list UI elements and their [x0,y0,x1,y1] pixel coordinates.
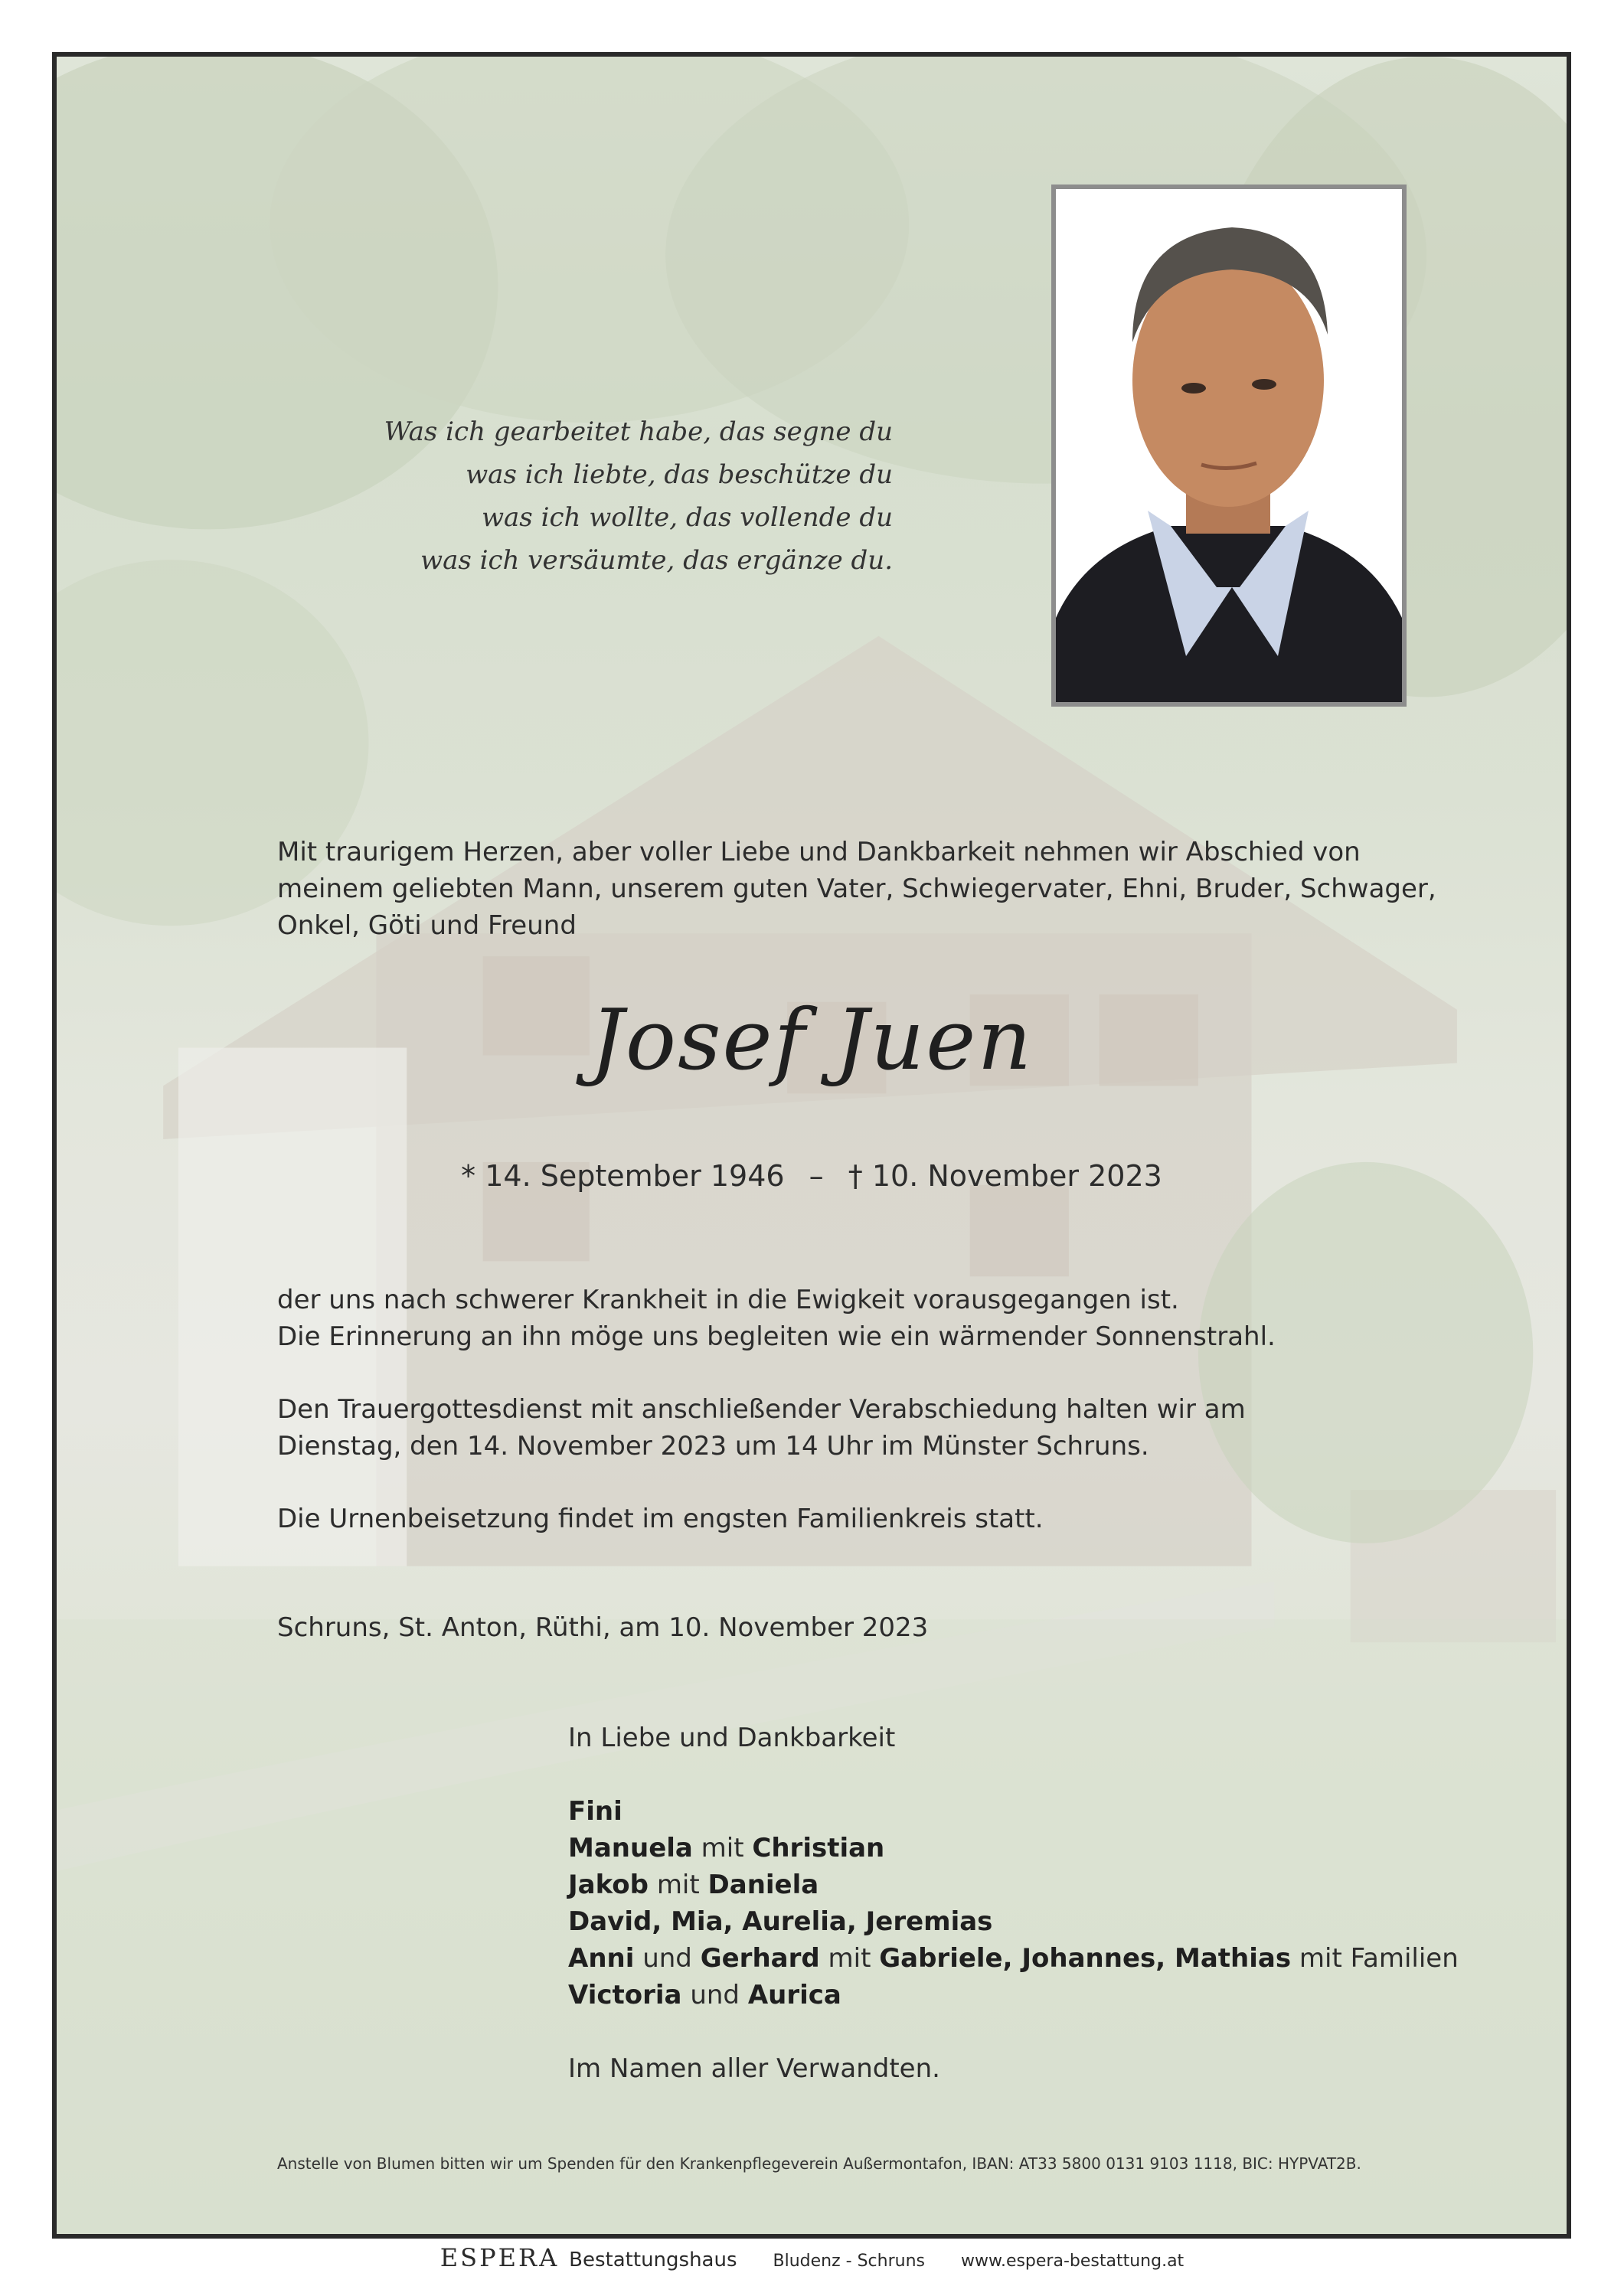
gratitude-line: In Liebe und Dankbarkeit [568,1723,896,1753]
donation-note: Anstelle von Blumen bitten wir um Spenden für den Krankenpflegeverein Außermontafon, IBAN: AT33 5800 0131 9103 1118, BIC: HYPVAT2B. [277,2154,1361,2173]
place-and-date: Schruns, St. Anton, Rüthi, am 10. November 2023 [277,1612,929,1643]
footer-website: www.espera-bestattung.at [960,2252,1185,2271]
mourner-name: Aurica [747,1980,841,2010]
mourner-name: Manuela [568,1833,693,1863]
mourner-connector: mit [656,1870,700,1900]
passing-line: Die Erinnerung an ihn möge uns begleiten wie ein wärmender Sonnenstrahl. [277,1321,1276,1352]
intro-line: Onkel, Göti und Freund [277,910,577,941]
life-dates [57,1159,1567,1193]
brand-logo-text: ESPERA [439,2243,560,2272]
intro-line: meinem geliebten Mann, unserem guten Vater, Schwiegervater, Ehni, Bruder, Schwager, [277,874,1436,904]
mourner-name: Fini [568,1796,622,1827]
verse-line: Was ich gearbeitet habe, das segne du [384,416,893,447]
birth-date: * 14. September 1946 [461,1159,785,1193]
mourner-connector: und [642,1943,692,1974]
service-line: Den Trauergottesdienst mit anschließender Verabschiedung halten wir am [277,1394,1246,1425]
mourner-name: Anni [568,1943,635,1974]
mourner-name: Gerhard [700,1943,820,1974]
passing-line: der uns nach schwerer Krankheit in die Ewigkeit vorausgegangen ist. [277,1285,1179,1315]
deceased-portrait-photo [1051,185,1407,707]
intro-line: Mit traurigem Herzen, aber voller Liebe und Dankbarkeit nehmen wir Abschied von [277,837,1361,867]
mourner-connector: mit [828,1943,871,1974]
burial-note: Die Urnenbeisetzung findet im engsten Familienkreis statt. [277,1504,1044,1534]
dates-separator: – [809,1159,824,1193]
mourner-name: Christian [752,1833,885,1863]
mourner-name: Jakob [568,1870,649,1900]
relatives-line: Im Namen aller Verwandten. [568,2053,940,2084]
footer-imprint [0,2243,1624,2289]
obituary-card [52,52,1571,2239]
deceased-name: Josef Juen [590,991,1034,1089]
mourner-name: Gabriele, Johannes, Mathias [879,1943,1292,1974]
verse-line: was ich liebte, das beschütze du [466,459,893,490]
footer-location: Bludenz - Schruns [773,2252,925,2271]
verse-line: was ich wollte, das vollende du [481,502,893,533]
mourner-name: David, Mia, Aurelia, Jeremias [568,1906,993,1937]
mourner-connector: mit Familien [1299,1943,1459,1974]
mourner-connector: mit [701,1833,744,1863]
memorial-verse [384,410,893,582]
service-line: Dienstag, den 14. November 2023 um 14 Uhr im Münster Schruns. [277,1431,1149,1462]
mourner-name: Daniela [707,1870,819,1900]
verse-line: was ich versäumte, das ergänze du. [420,545,893,576]
mourner-connector: und [690,1980,740,2010]
mourner-name: Victoria [568,1980,682,2010]
brand-subtitle: Bestattungshaus [569,2249,737,2272]
death-date: † 10. November 2023 [848,1159,1162,1193]
